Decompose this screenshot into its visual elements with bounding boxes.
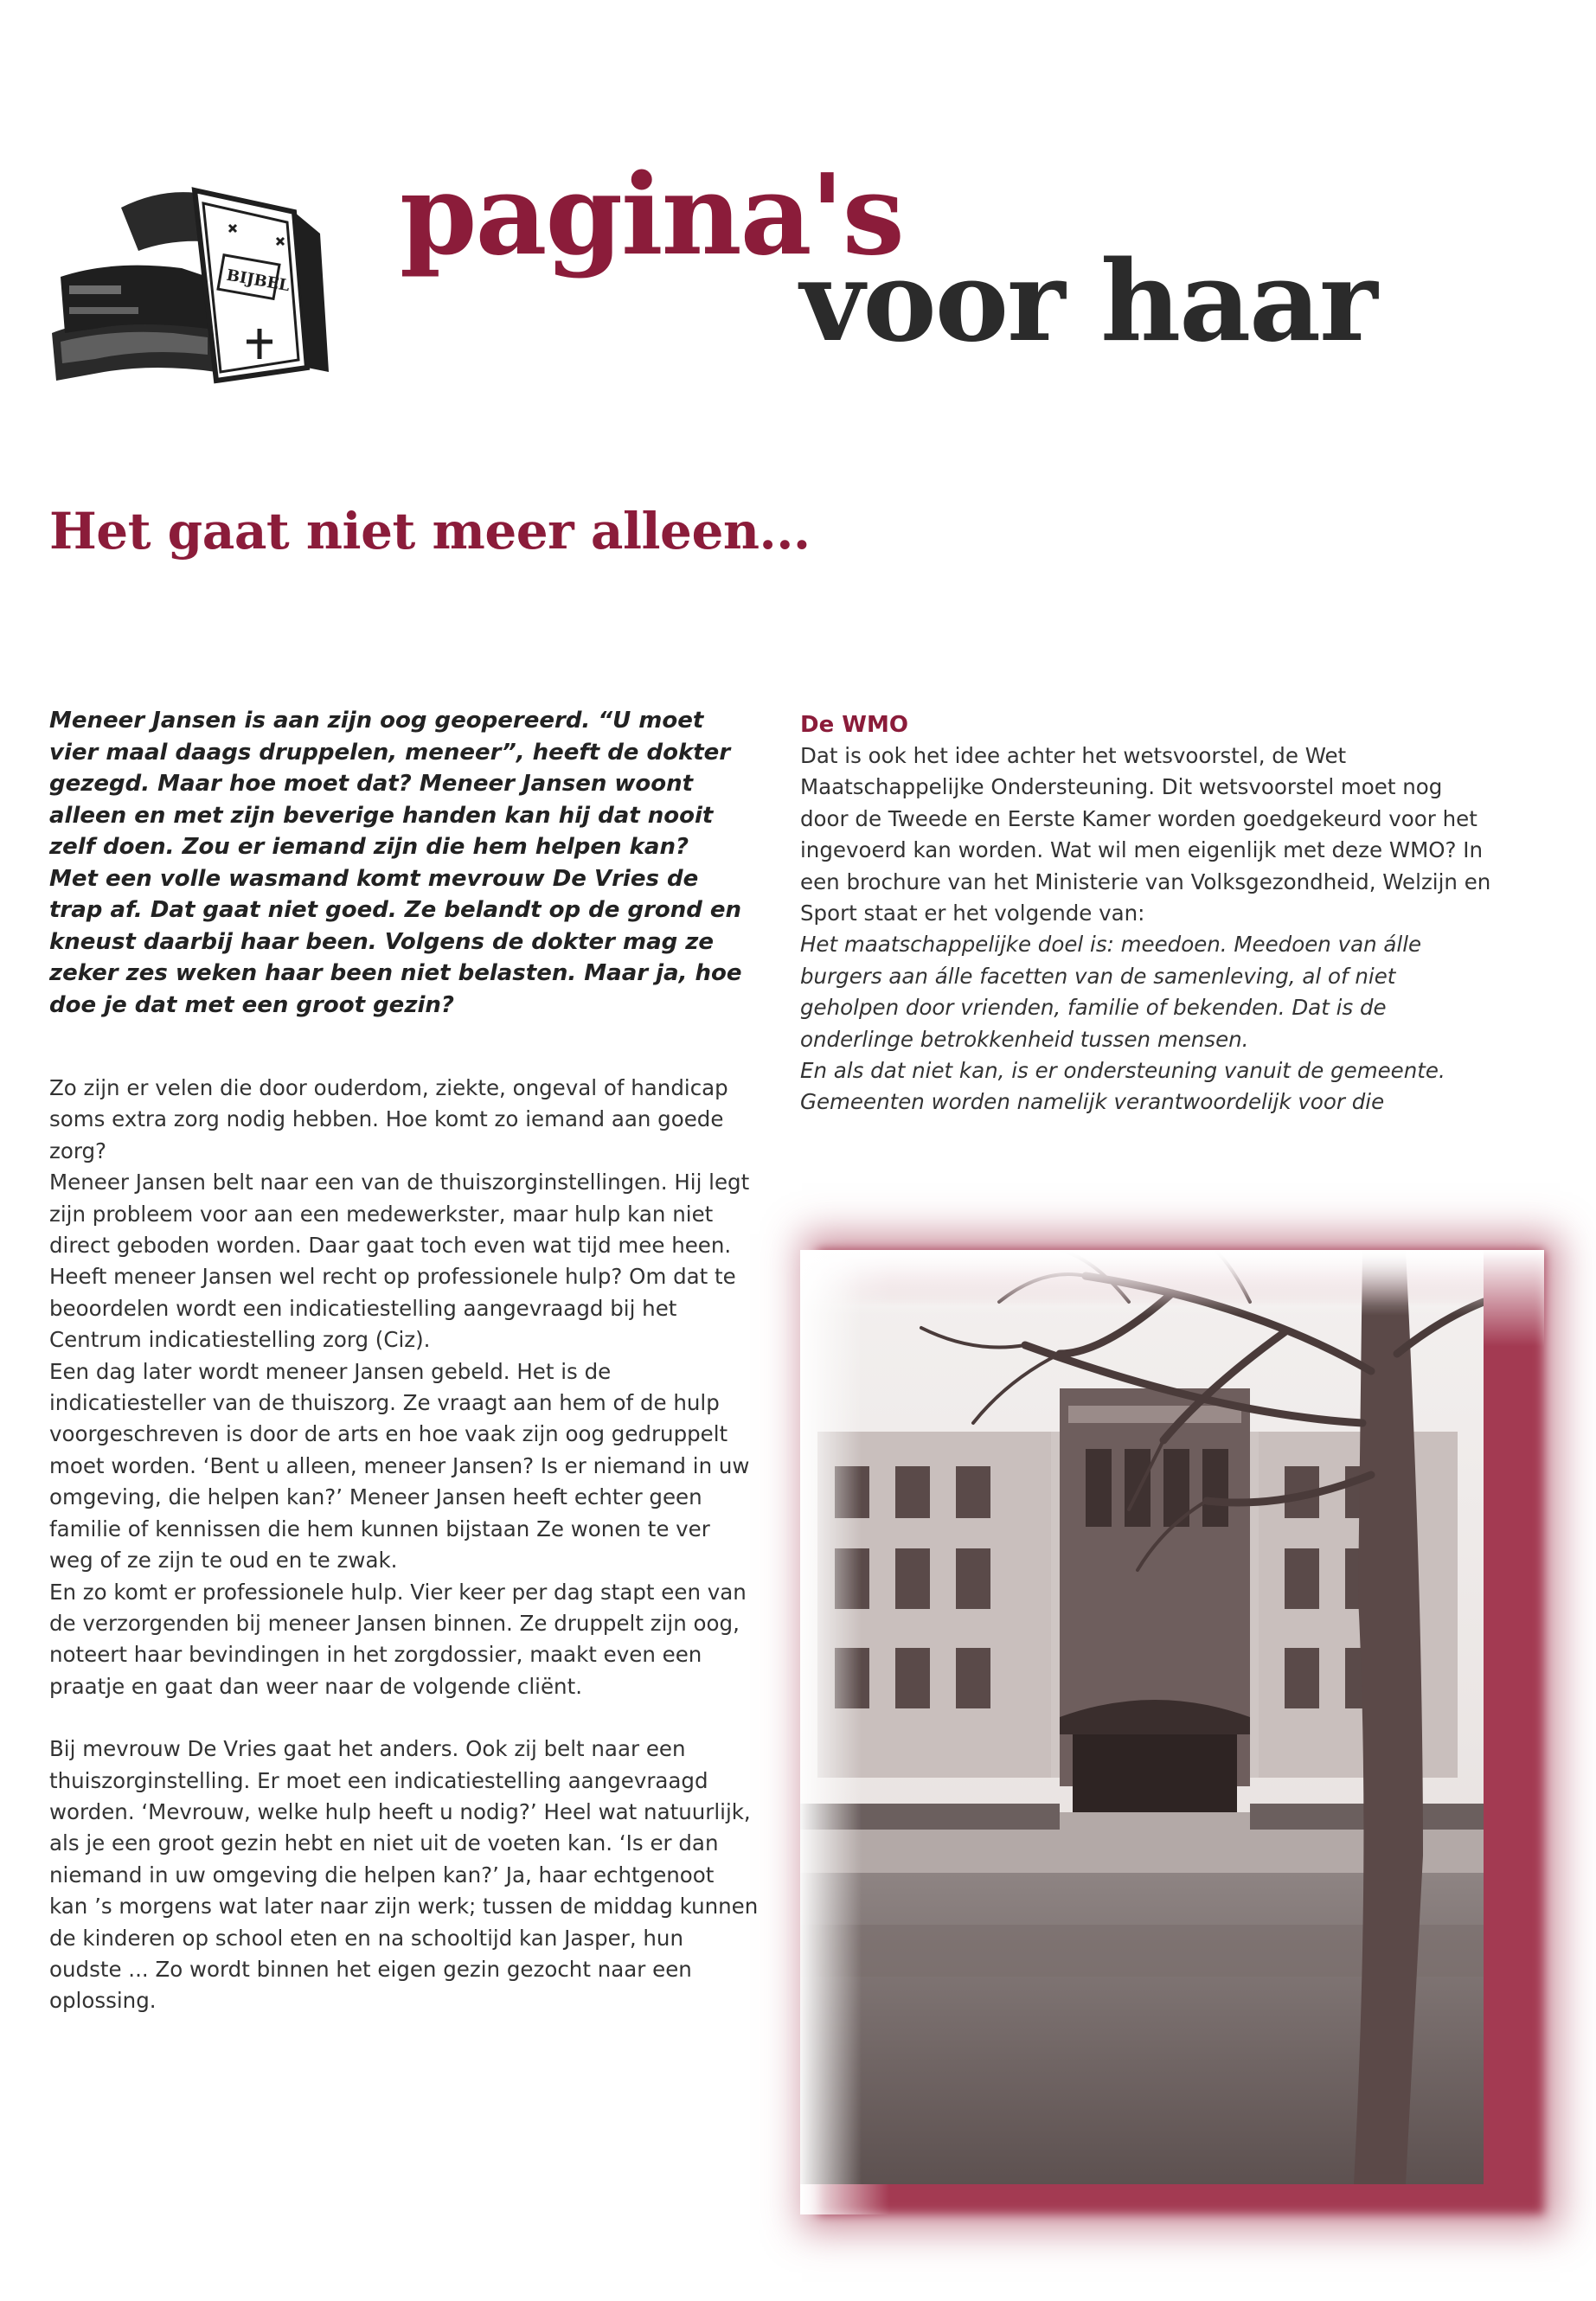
right-column (800, 709, 1492, 1118)
intro-paragraph: Meneer Jansen is aan zijn oog geopereerd. “U moet vier maal daags druppelen, meneer”, heeft de dokter gezegd. Maar hoe moet dat? Meneer Jansen woont alleen en met zijn beverige handen kan hij dat nooit zelf doen. Zou er iemand zijn die hem helpen kan? (49, 708, 731, 860)
books-logo-icon (43, 156, 350, 389)
article-heading: Het gaat niet meer alleen... (49, 502, 811, 561)
article-intro (49, 705, 759, 1021)
page-title-line2: voor haar (800, 237, 1376, 367)
logo-book-label: BIJBEL (225, 266, 292, 296)
body-paragraph: Een dag later wordt meneer Jansen gebeld. Het is de indicatiesteller van de thuiszorg. Ze vraagt aan hem of de hulp voorgeschreven is door de arts en hoe vaak zijn oog gedruppelt moet worden. ‘Bent u alleen, meneer Jansen? Is er niemand in uw omgeving, die helpen kan?’ Meneer Jansen heeft echter geen familie of kennissen die hem kunnen bijstaan Ze wonen te ver weg of ze zijn te oud en te zwak. (49, 1358, 750, 1574)
wmo-quote: Het maatschappelijke doel is: meedoen. Meedoen van álle burgers aan álle facetten van de samenleving, al of niet geholpen door vrienden, familie of bekenden. Dat is de onderlinge betrokkenheid tussen mensen. (800, 932, 1422, 1052)
body-paragraph: Meneer Jansen belt naar een van de thuiszorginstellingen. Hij legt zijn probleem voor aan een medewerkster, maar hulp kan niet direct geboden worden. Daar gaat toch even wat tijd mee heen. Heeft meneer Jansen wel recht op professionele hulp? Om dat te beoordelen wordt een indicatiestelling aangevraagd bij het Centrum indicatiestelling zorg (Ciz). (49, 1170, 750, 1353)
article-body (49, 1073, 759, 2017)
body-paragraph: En zo komt er professionele hulp. Vier keer per dag stapt een van de verzorgenden bij meneer Jansen binnen. Ze druppelt zijn oog, noteert haar bevindingen in het zorgdossier, maakt even een praatje en gaat dan weer naar de volgende cliënt. (49, 1579, 747, 1699)
body-paragraph: Zo zijn er velen die door ouderdom, ziekte, ongeval of handicap soms extra zorg nodig hebben. Hoe komt zo iemand aan goede zorg? (49, 1075, 728, 1163)
wmo-subheading: De WMO (800, 712, 908, 738)
page-title-line1: pagina's (400, 151, 903, 280)
building-image (800, 1250, 1484, 2184)
wmo-paragraph: Dat is ook het idee achter het wetsvoorstel, de Wet Maatschappelijke Ondersteuning. Dit wetsvoorstel moet nog door de Tweede en Eerste Kamer worden goedgekeurd voor het ingevoerd kan worden. Wat wil men eigenlijk met deze WMO? In een brochure van het Ministerie van Volksgezondheid, Welzijn en Sport staat er het volgende van: (800, 743, 1491, 926)
wmo-quote: En als dat niet kan, is er ondersteuning vanuit de gemeente. (800, 1058, 1445, 1084)
intro-paragraph: Met een volle wasmand komt mevrouw De Vries de trap af. Dat gaat niet goed. Ze belandt op de grond en kneust daarbij haar been. Volgens de dokter mag ze zeker zes weken haar been niet belasten. Maar ja, hoe doe je dat met een groot gezin? (49, 865, 742, 1018)
building-photo (800, 1250, 1544, 2214)
wmo-text (800, 740, 1492, 1118)
body-paragraph: Bij mevrouw De Vries gaat het anders. Ook zij belt naar een thuiszorginstelling. Er moet een indicatiestelling aangevraagd worden. ‘Mevrouw, welke hulp heeft u nodig?’ Heel wat natuurlijk, als je een groot gezin hebt en niet uit de voeten kan. ‘Is er dan niemand in uw omgeving die helpen kan?’ Ja, haar echtgenoot kan ’s morgens wat later naar zijn werk; tussen de middag kunnen de kinderen op school eten en na schooltijd kan Jasper, hun oudste ... Zo wordt binnen het eigen gezin gezocht naar een oplossing. (49, 1736, 759, 2014)
left-column (49, 705, 759, 2017)
wmo-quote: Gemeenten worden namelijk verantwoordelijk voor die (800, 1089, 1385, 1115)
